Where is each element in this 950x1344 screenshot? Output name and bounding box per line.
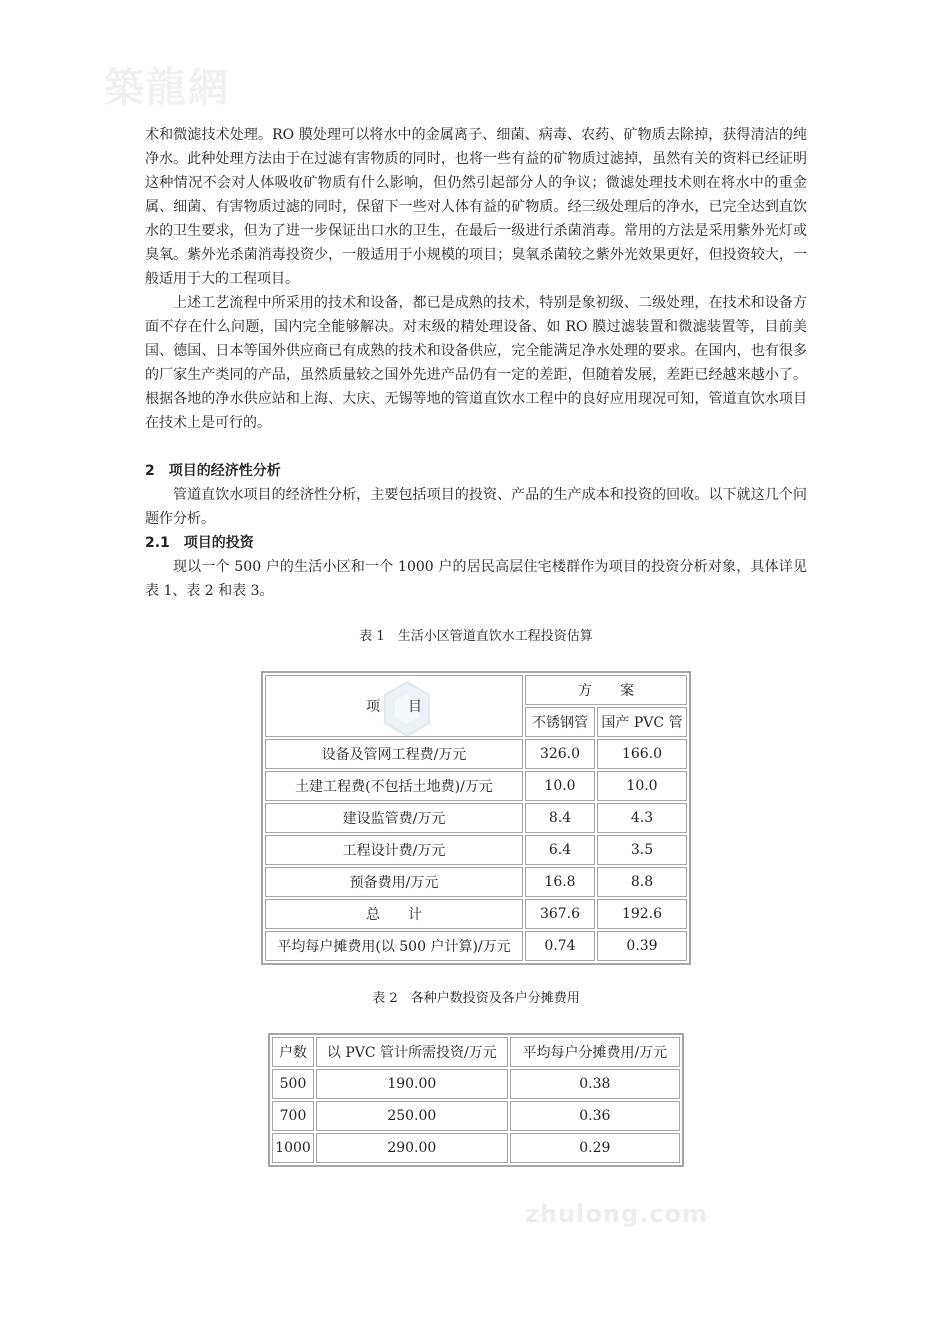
section-2-text: 管道直饮水项目的经济性分析，主要包括项目的投资、产品的生产成本和投资的回收。以下就这几个问题作分析。 (145, 487, 807, 527)
table-cell: 700 (272, 1101, 314, 1131)
table-1-header-pvc: 国产 PVC 管 (597, 707, 687, 737)
table-2 (268, 1033, 684, 1167)
table-cell: 平均每户摊费用(以 500 户计算)/万元 (265, 931, 523, 961)
table-cell: 1000 (272, 1133, 314, 1163)
watermark-url: zhulong.com (525, 1200, 708, 1228)
table-cell: 设备及管网工程费/万元 (265, 739, 523, 769)
table-row (265, 899, 687, 929)
table-cell: 6.4 (525, 835, 595, 865)
table-cell: 250.00 (316, 1101, 508, 1131)
paragraph-technology: 上述工艺流程中所采用的技术和设备，都已是成熟的技术，特别是象初级、二级处理，在技术和设备方面不存在什么问题，国内完全能够解决。对末级的精处理设备、如 RO 膜过滤装置和微滤装置等，目前美国、德国、日本等国外供应商已有成熟的技术和设备供应，完全能满足净水处理的要求。在国内，也有很多的厂家生产类同的产品，虽然质量较之国外先进产品仍有一定的差距，但随着发展，差距已经越来越小了。根据各地的净水供应站和上海、大庆、无锡等地的管道直饮水工程中的良好应用现况可知，管道直饮水项目在技术上是可行的。 (145, 295, 807, 431)
table-cell: 192.6 (597, 899, 687, 929)
table-1-header-item: 项 目 (265, 675, 523, 737)
section-2-1-heading: 2.1 项目的投资 (145, 535, 254, 551)
table-cell: 3.5 (597, 835, 687, 865)
table-cell: 367.6 (525, 899, 595, 929)
table-1 (261, 671, 691, 965)
table-cell: 建设监管费/万元 (265, 803, 523, 833)
table-cell: 500 (272, 1069, 314, 1099)
table-row (272, 1133, 680, 1163)
table-cell: 总 计 (265, 899, 523, 929)
table-2-header-average: 平均每户分摊费用/万元 (510, 1037, 680, 1067)
table-cell: 4.3 (597, 803, 687, 833)
table-row (265, 835, 687, 865)
paragraph-ro-process: 术和微滤技术处理。RO 膜处理可以将水中的金属离子、细菌、病毒、农药、矿物质去除掉，获得清洁的纯净水。此种处理方法由于在过滤有害物质的同时，也将一些有益的矿物质过滤掉，虽然有关的资料已经证明这种情况不会对人体吸收矿物质有什么影响，但仍然引起部分人的争议；微滤处理技术则在将水中的重金属、细菌、有害物质过滤的同时，保留下一些对人体有益的矿物质。经三级处理后的净水，已完全达到直饮水的卫生要求，但为了进一步保证出口水的卫生，在最后一级进行杀菌消毒。常用的方法是采用紫外光灯或臭氧。紫外光杀菌消毒投资少，一般适用于小规模的项目；臭氧杀菌较之紫外光效果更好，但投资较大，一般适用于大的工程项目。 (145, 127, 807, 287)
table-cell: 0.74 (525, 931, 595, 961)
section-2-heading: 2 项目的经济性分析 (145, 463, 281, 479)
table-row (265, 739, 687, 769)
table-row (265, 931, 687, 961)
table-cell: 190.00 (316, 1069, 508, 1099)
table-2-caption: 表 2 各种户数投资及各户分摊费用 (372, 991, 580, 1006)
table-cell: 土建工程费(不包括土地费)/万元 (265, 771, 523, 801)
table-cell: 8.4 (525, 803, 595, 833)
table-cell: 0.36 (510, 1101, 680, 1131)
table-cell: 0.29 (510, 1133, 680, 1163)
table-cell: 16.8 (525, 867, 595, 897)
table-2-header-households: 户数 (272, 1037, 314, 1067)
table-1-header-stainless: 不锈钢管 (525, 707, 595, 737)
table-cell: 预备费用/万元 (265, 867, 523, 897)
table-cell: 10.0 (525, 771, 595, 801)
table-cell: 0.38 (510, 1069, 680, 1099)
table-row (265, 803, 687, 833)
table-cell: 290.00 (316, 1133, 508, 1163)
table-row (272, 1069, 680, 1099)
table-row (265, 867, 687, 897)
table-cell: 8.8 (597, 867, 687, 897)
table-cell: 0.39 (597, 931, 687, 961)
table-row (272, 1101, 680, 1131)
table-cell: 工程设计费/万元 (265, 835, 523, 865)
table-2-header-investment: 以 PVC 管计所需投资/万元 (316, 1037, 508, 1067)
watermark-logo-text: 築龍網 (104, 65, 230, 111)
table-row (265, 771, 687, 801)
table-cell: 166.0 (597, 739, 687, 769)
table-1-caption: 表 1 生活小区管道直饮水工程投资估算 (359, 629, 593, 644)
table-cell: 326.0 (525, 739, 595, 769)
table-1-header-plan: 方 案 (525, 675, 687, 705)
table-cell: 10.0 (597, 771, 687, 801)
section-2-1-text: 现以一个 500 户的生活小区和一个 1000 户的居民高层住宅楼群作为项目的投资分析对象，具体详见表 1、表 2 和表 3。 (145, 559, 807, 599)
document-body (145, 123, 807, 1167)
